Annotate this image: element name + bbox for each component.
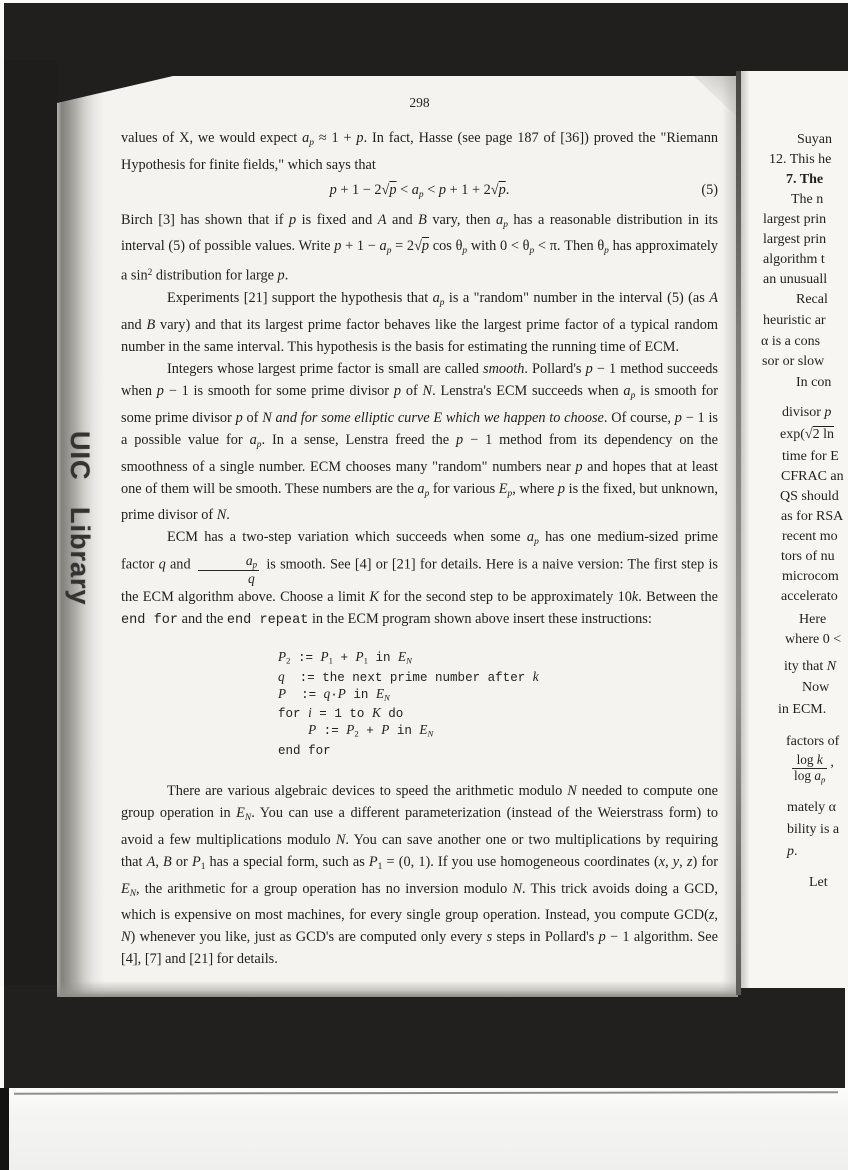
text-run: 12. This he (769, 152, 832, 167)
text-run: p (575, 458, 583, 475)
text-run: := (290, 651, 321, 666)
display-equation (121, 179, 718, 206)
text-run: a (379, 238, 387, 255)
text-run: in (389, 724, 420, 739)
scan-artifact-bar (0, 1088, 9, 1170)
text-run: has a special form, such as (205, 853, 369, 870)
truncated-text-line (786, 733, 839, 751)
text-run: P (368, 853, 378, 870)
text-run: a (496, 211, 504, 228)
text-run: α is a cons (761, 334, 821, 349)
page-text-column (121, 127, 718, 970)
truncated-text-line (786, 171, 823, 189)
text-run: N (216, 507, 227, 524)
text-run: 1 (200, 861, 206, 872)
paragraph (121, 287, 718, 358)
truncated-text-line (782, 448, 839, 466)
paragraph (121, 127, 718, 176)
truncated-text-line (763, 231, 826, 249)
text-run: divisor (782, 405, 825, 420)
code-line (278, 705, 718, 722)
truncated-text-line (787, 821, 839, 839)
truncated-text-line (780, 488, 839, 506)
text-run: = 1 to (311, 707, 372, 722)
text-run: p (334, 238, 342, 255)
text-run: p (277, 268, 285, 285)
text-run: − 1 is a possible value for (121, 409, 718, 448)
paragraph (121, 209, 718, 287)
truncated-text-line (802, 679, 829, 697)
code-line (278, 669, 718, 686)
text-run: distribution for large (152, 268, 278, 285)
text-run: , the arithmetic for a group operation has no inversion modulo (136, 880, 513, 897)
text-run: and (121, 316, 147, 333)
text-run: P (278, 685, 287, 701)
text-run: and (165, 556, 195, 573)
text-run: bility is a (787, 822, 840, 837)
text-run: has a reasonable distribution in its interval (5) of possible values. Write (121, 211, 718, 255)
text-run: factors of (786, 734, 840, 749)
paragraph (121, 780, 718, 970)
text-run: . Between the (638, 589, 718, 606)
text-run: + (358, 724, 382, 739)
text-run: = 2√ (391, 238, 422, 255)
text-run: in (345, 687, 376, 702)
truncated-text-line (796, 374, 831, 392)
text-run: as for RSA (781, 509, 844, 524)
text-run: end for (121, 613, 179, 629)
truncated-text-line (782, 404, 831, 422)
text-run: for the second step to be approximately 10 (378, 589, 632, 606)
text-run: p (156, 382, 164, 399)
text-run: K (371, 705, 381, 721)
truncated-text-line (799, 611, 826, 629)
text-run: Suyan (797, 132, 832, 147)
text-run: QS should (780, 489, 839, 504)
text-run: mately α (787, 800, 836, 815)
truncated-text-line (781, 548, 835, 566)
text-run: in (367, 651, 399, 666)
text-run: a (526, 529, 535, 546)
text-run: There are various algebraic devices to speed the arithmetic modulo (167, 782, 568, 799)
book-page-right-partial (741, 71, 848, 988)
text-run: tors of nu (781, 549, 835, 564)
text-run: 1 (363, 655, 368, 666)
text-run: E (375, 685, 385, 701)
text-run: p (456, 431, 464, 448)
text-run: CFRAC an (781, 469, 844, 484)
inline-fraction: $\frac{a_p}{q}$ (198, 553, 259, 586)
text-run: . You can save another one or two multiplications by requiring that (121, 831, 718, 870)
text-run: y (672, 853, 680, 870)
page-edge-shading (57, 981, 738, 997)
text-run: q (278, 668, 285, 684)
truncated-text-line (781, 508, 843, 526)
text-run: B (146, 316, 156, 333)
text-run: largest prin (763, 232, 827, 247)
text-run: . In a sense, Lenstra freed the (261, 431, 456, 448)
text-run: Experiments [21] support the hypothesis that (167, 290, 433, 307)
text-run: vary) and that its largest prime factor behaves like the largest prime factor of a typical random number in the same interval. This hypothesis is the basis for estimating the running time of ECM. (121, 316, 718, 355)
code-line (278, 686, 718, 706)
inline-fraction: $\frac{\text{log k}}{\log a_p}$ (794, 752, 826, 785)
text-run: + 1 + 2√ (446, 181, 499, 198)
text-run: , where (512, 480, 558, 497)
text-run: Here (799, 612, 827, 627)
text-run: < (396, 181, 412, 198)
text-run: recent mo (782, 529, 838, 544)
text-run: N (406, 655, 412, 666)
truncated-text-line (787, 799, 836, 817)
text-run: . In fact, Hasse (see page 187 of [36]) proved the "Riemann Hypothesis for finite fields," which says that (121, 130, 718, 173)
text-run: , (679, 853, 687, 870)
text-run: P (278, 649, 287, 665)
text-run: Let (809, 875, 828, 890)
text-run: E (498, 480, 508, 497)
text-run: and (386, 211, 419, 228)
text-run: p (674, 409, 682, 426)
text-run: of (242, 409, 263, 426)
text-run: an unusuall (763, 272, 828, 287)
text-run: time for E (782, 449, 839, 464)
text-run: The n (791, 192, 824, 207)
text-run: − 1 is smooth for some prime divisor (163, 382, 394, 399)
text-run: K (369, 589, 379, 606)
text-run: and for some elliptic curve E which we happen to choose (275, 409, 604, 426)
page-number: 298 (409, 95, 430, 110)
text-run: p (389, 181, 397, 198)
truncated-text-line (782, 568, 839, 586)
truncated-text-line (763, 251, 825, 269)
truncated-text-line (781, 588, 838, 606)
text-run: := the next prime number after (284, 670, 533, 685)
truncated-text-line (791, 191, 823, 209)
text-run: p (585, 360, 593, 377)
text-run: + (332, 651, 356, 666)
text-run: a (432, 290, 440, 307)
text-run: end repeat (226, 613, 309, 629)
text-run: p (630, 390, 636, 401)
code-line (278, 722, 718, 742)
text-run: accelerato (781, 589, 838, 604)
text-run: P (308, 722, 317, 738)
text-run: s (486, 929, 493, 946)
text-run: N (262, 409, 272, 426)
text-run: is fixed and (296, 211, 378, 228)
text-run: is smooth. See [4] or [21] for details. Here is a naive version: The first step is the ECM algorithm above. Choose a limit (121, 556, 718, 606)
text-run: end for (278, 743, 331, 758)
text-run: for (278, 707, 309, 722)
text-run: ECM has a two-step variation which succeeds when some (167, 529, 527, 546)
text-run: of (401, 382, 423, 399)
text-run: − 1 method from its dependency on the smoothness of a single number. ECM chooses many "random" numbers near (121, 431, 719, 475)
text-run: is a "random" number in the interval (5) (as (444, 290, 710, 307)
text-run: E (398, 649, 407, 665)
text-run: A (377, 211, 387, 228)
text-run: 1 (377, 861, 383, 872)
text-run: p (289, 211, 297, 228)
text-run: p (438, 181, 447, 198)
text-run: and the (178, 611, 227, 628)
text-run: heuristic ar (763, 313, 826, 328)
copier-margin (0, 1088, 848, 1170)
text-run: has one medium-sized prime factor (121, 529, 718, 573)
text-run: for various (429, 480, 499, 497)
text-run: . (284, 268, 289, 285)
text-run: 2 (147, 268, 153, 279)
scanner-bed-bottom (4, 985, 845, 1088)
text-run: p (529, 246, 535, 257)
text-run: N (121, 929, 131, 946)
text-run: p (598, 929, 606, 946)
scanner-bed-top (4, 3, 848, 76)
text-run: 2 (286, 655, 291, 666)
text-run: k (631, 589, 639, 606)
text-run: a (417, 480, 425, 497)
text-run: p (309, 137, 314, 148)
text-run (278, 724, 308, 738)
text-run: . This trick avoids doing a GCD, which is expensive on most machines, for every single group operation. Instead, you compute GCD( (121, 880, 718, 924)
text-run: Integers whose largest prime factor is small are called (167, 360, 484, 377)
text-run: < π. Then θ (534, 238, 605, 255)
truncated-text-line (784, 658, 836, 676)
text-run: , (155, 853, 164, 870)
text-run: a (411, 181, 419, 198)
text-run: − 1 algorithm. See [4], [7] and [21] for details. (121, 929, 718, 968)
scanner-bed-left (4, 60, 57, 1088)
text-run: cos θ (429, 238, 463, 255)
text-run: A (146, 853, 156, 870)
text-run: p (557, 480, 566, 497)
text-run: . (794, 844, 798, 859)
text-run: p (439, 297, 445, 308)
text-run: + 1 − (341, 238, 380, 255)
paragraph (121, 526, 718, 632)
text-run: smooth (483, 360, 525, 377)
text-run: A (709, 290, 718, 307)
text-run: P (355, 649, 364, 665)
text-run: − 1 method succeeds when (121, 360, 718, 399)
text-run: , (714, 907, 718, 924)
text-run: := (316, 724, 347, 739)
text-run: p (787, 844, 794, 859)
text-run: p (462, 246, 468, 257)
truncated-text-line (796, 291, 828, 309)
text-run: p (235, 409, 243, 426)
text-run: Recal (796, 292, 828, 307)
text-run: N (335, 831, 346, 848)
text-run: sor or slow (762, 354, 825, 369)
text-run: a (623, 382, 631, 399)
text-run: P (320, 649, 329, 665)
text-run: Now (802, 680, 830, 695)
text-run: + 1 − 2√ (336, 181, 390, 198)
text-run: = (0, 1). If you use homogeneous coordinates ( (382, 853, 659, 870)
text-run: p (503, 219, 508, 230)
spine-stamp: UIC Library (65, 431, 95, 606)
text-run: exp(√ (780, 427, 813, 442)
text-run: k (532, 668, 539, 684)
truncated-text-line (797, 131, 832, 149)
text-run: p (421, 238, 430, 255)
text-run: p (534, 537, 539, 548)
text-run: N (567, 782, 577, 799)
text-run: is smooth for some prime divisor (121, 382, 718, 426)
text-run: steps in Pollard's (492, 929, 599, 946)
text-run: p (424, 488, 430, 499)
text-run: , (665, 853, 673, 870)
text-run: in the ECM program shown above insert these instructions: (308, 611, 652, 628)
text-run: := (286, 687, 324, 702)
text-run: < (423, 181, 439, 198)
truncated-text-line (782, 528, 838, 546)
text-run: . You can use a different parameterization (instead of the Weierstrass form) to avoid a few multiplications modulo (121, 804, 718, 848)
text-run: z (708, 907, 715, 924)
text-run: P (337, 685, 346, 701)
text-run: Birch [3] has shown that if (121, 211, 290, 228)
equation-number: (5) (701, 181, 718, 198)
text-run: a (302, 130, 310, 146)
truncated-text-line (787, 843, 798, 861)
truncated-text-line (761, 333, 820, 351)
truncated-text-line (763, 211, 826, 229)
text-run: P (381, 722, 390, 738)
text-run: i (308, 705, 312, 721)
text-run: microcom (782, 569, 839, 584)
text-run: in ECM. (778, 702, 827, 717)
code-line (278, 649, 718, 669)
text-run: N (826, 659, 837, 674)
text-run: needed to compute one group operation in (121, 782, 718, 821)
text-run: . Lenstra's ECM succeeds when (432, 382, 624, 399)
text-run: a (249, 431, 257, 448)
text-run: P (346, 722, 355, 738)
text-run: 7. The (786, 172, 824, 187)
text-run: p (418, 189, 424, 200)
code-block (278, 649, 718, 759)
text-run: . (505, 181, 510, 198)
text-run: E (121, 880, 130, 897)
text-run: N (244, 812, 252, 823)
truncated-text-line (785, 631, 841, 649)
text-run: 2 ln (812, 427, 834, 442)
text-run: q (323, 685, 331, 701)
text-run: where 0 < (785, 632, 842, 647)
text-run: p (824, 405, 832, 420)
code-line (278, 742, 718, 759)
text-run: p (498, 181, 506, 198)
text-run: P (191, 853, 201, 870)
truncated-text-line (763, 312, 826, 330)
truncated-text-line (763, 271, 827, 289)
text-run: . (226, 507, 230, 524)
right-page-gutter-shading (741, 71, 750, 988)
text-run: vary, then (426, 211, 497, 228)
text-run: ity that (784, 659, 827, 674)
text-run: do (380, 707, 404, 722)
text-run: ≈ 1 + (313, 130, 357, 146)
truncated-text-line (778, 701, 826, 719)
text-run: 2 (354, 728, 359, 739)
text-run: ) for (692, 853, 719, 870)
text-run: p (386, 246, 392, 257)
text-run: with 0 < θ (467, 238, 530, 255)
text-run: N (512, 880, 523, 897)
text-run: p (507, 488, 513, 499)
text-run: · (330, 687, 338, 702)
paragraph (121, 358, 718, 526)
text-run: or (171, 853, 192, 870)
text-run: has approximately a sin (121, 238, 718, 285)
truncated-text-line (781, 468, 844, 486)
text-run: x (658, 853, 666, 870)
text-run: algorithm t (763, 252, 825, 267)
text-run: p (329, 181, 337, 198)
text-run: , (830, 754, 834, 770)
text-run: N (422, 382, 433, 399)
text-run: E (419, 722, 428, 738)
truncated-text-line (789, 753, 834, 785)
truncated-text-line (762, 353, 824, 371)
text-run: values of X, we would expect (121, 130, 303, 146)
truncated-text-line (769, 151, 831, 169)
text-run: ) whenever you like, just as GCD's are computed only every (130, 929, 487, 946)
text-run: E (236, 804, 245, 821)
text-run: p (393, 382, 402, 399)
text-run: 1 (328, 655, 333, 666)
text-run: B (163, 853, 172, 870)
text-run: and hopes that at least one of them will be smooth. These numbers are the (121, 458, 719, 497)
text-run: p (356, 130, 364, 146)
text-run: . Pollard's (524, 360, 586, 377)
text-run: p (256, 439, 262, 450)
text-run: N (384, 692, 390, 703)
text-run: z (686, 853, 693, 870)
text-run: q (158, 556, 166, 573)
truncated-text-line (780, 426, 834, 444)
text-run: largest prin (763, 212, 827, 227)
text-run: B (418, 211, 427, 228)
text-run: N (427, 728, 434, 739)
text-run: p (604, 246, 609, 257)
text-run: In con (796, 375, 832, 390)
text-run: is the fixed, but unknown, prime divisor of (121, 480, 718, 524)
text-run: N (129, 888, 137, 899)
truncated-text-line (809, 874, 828, 892)
text-run: . Of course, (603, 409, 675, 426)
